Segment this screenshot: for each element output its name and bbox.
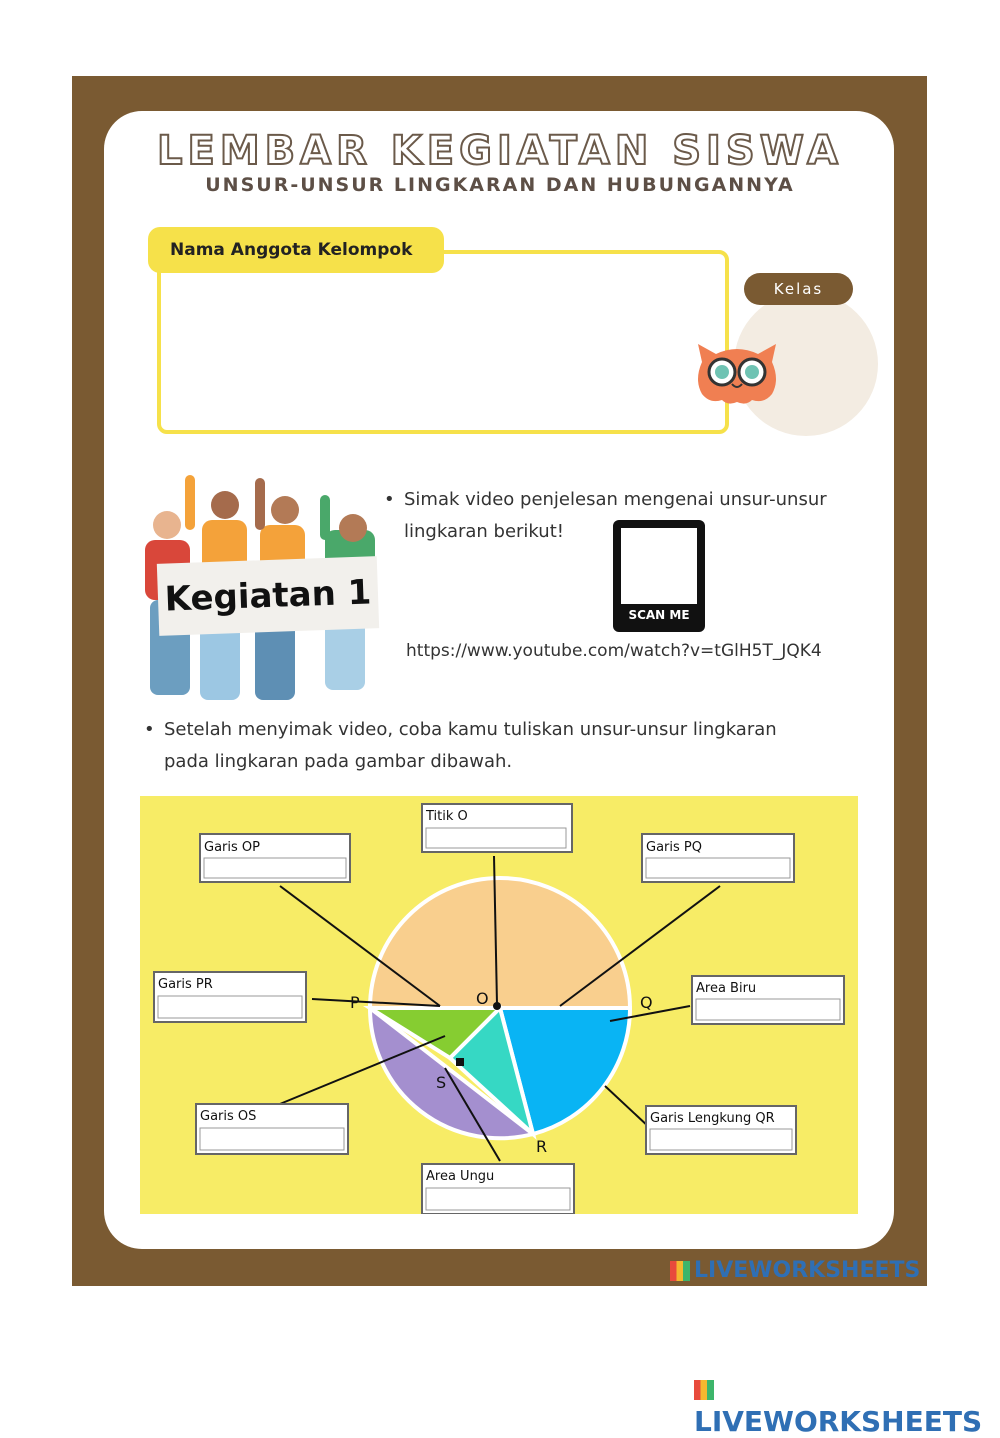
point-p-label: P xyxy=(350,993,360,1012)
page-subtitle: UNSUR-UNSUR LINGKARAN DAN HUBUNGANNYA xyxy=(205,174,795,196)
activity-badge: Kegiatan 1 xyxy=(157,556,379,636)
answer-input-garis-op[interactable] xyxy=(204,858,346,878)
instruction-diagram: • Setelah menyimak video, coba kamu tuliskan unsur-unsur lingkaran pada lingkaran pada gambar dibawah. xyxy=(144,719,777,772)
qr-code[interactable] xyxy=(613,520,705,632)
answer-box-garis-lengkung-qr xyxy=(646,1106,796,1154)
point-o-label: O xyxy=(476,989,489,1008)
answer-box-garis-op xyxy=(200,834,350,882)
point-q-label: Q xyxy=(640,993,653,1012)
svg-text:Garis PQ: Garis PQ xyxy=(646,840,702,855)
answer-input-area-biru[interactable] xyxy=(696,999,840,1020)
liveworksheets-logo-icon xyxy=(694,1380,714,1400)
svg-text:Titik O: Titik O xyxy=(426,809,468,824)
svg-text:Garis OS: Garis OS xyxy=(200,1109,257,1124)
answer-input-area-ungu[interactable] xyxy=(426,1188,570,1210)
answer-input-garis-pq[interactable] xyxy=(646,858,790,878)
answer-box-area-biru xyxy=(692,976,844,1024)
class-label: Kelas xyxy=(744,273,853,305)
answer-box-garis-pr xyxy=(154,972,306,1022)
circle-diagram xyxy=(140,796,858,1214)
liveworksheets-logo-icon xyxy=(670,1261,690,1281)
qr-label: SCAN ME xyxy=(628,608,690,622)
answer-input-titik-o[interactable] xyxy=(426,828,566,848)
instruction-video: • Simak video penjelesan mengenai unsur-unsur lingkaran berikut! xyxy=(384,489,827,542)
qr-pattern-icon xyxy=(621,528,697,604)
owl-icon xyxy=(694,340,780,406)
watermark-small: LIVEWORKSHEETS xyxy=(670,1258,920,1283)
orange-area xyxy=(370,878,630,1008)
group-members-field[interactable] xyxy=(157,250,729,434)
svg-text:Area Biru: Area Biru xyxy=(696,981,757,996)
answer-box-garis-os xyxy=(196,1104,348,1154)
answer-input-garis-pr[interactable] xyxy=(158,996,302,1018)
answer-input-garis-lengkung-qr[interactable] xyxy=(650,1129,792,1150)
svg-text:Garis OP: Garis OP xyxy=(204,840,260,855)
answer-box-area-ungu xyxy=(422,1164,574,1214)
point-r-label: R xyxy=(536,1137,548,1156)
svg-text:Garis PR: Garis PR xyxy=(158,977,213,992)
answer-box-titik-o xyxy=(422,804,572,852)
svg-text:Garis Lengkung QR: Garis Lengkung QR xyxy=(650,1111,775,1126)
point-s-label: S xyxy=(436,1073,447,1092)
watermark-large: LIVEWORKSHEETS xyxy=(694,1372,1000,1438)
answer-box-garis-pq xyxy=(642,834,794,882)
page-title: LEMBAR KEGIATAN SISWA xyxy=(157,128,843,174)
answer-input-garis-os[interactable] xyxy=(200,1128,344,1150)
video-link[interactable]: https://www.youtube.com/watch?v=tGlH5T_JQK4 xyxy=(406,641,822,661)
svg-text:Area Ungu: Area Ungu xyxy=(426,1169,495,1184)
group-members-label: Nama Anggota Kelompok xyxy=(148,227,444,273)
